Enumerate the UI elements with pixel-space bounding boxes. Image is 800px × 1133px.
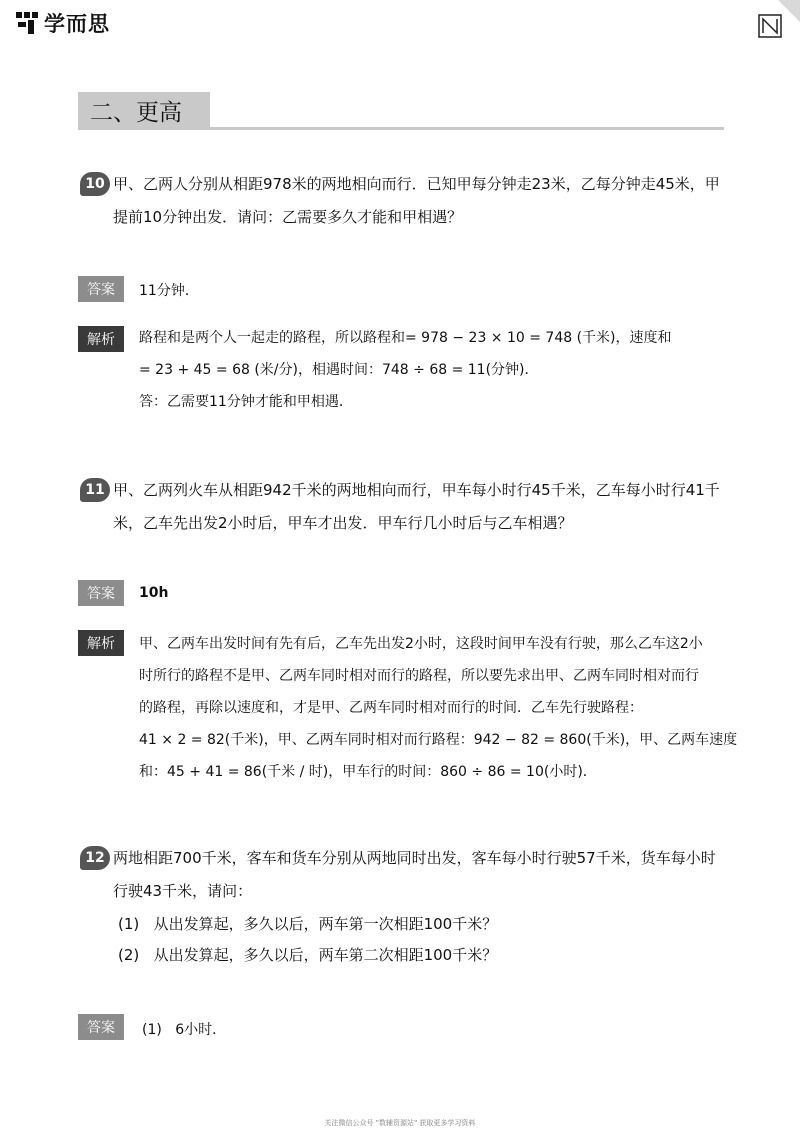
explanation-text [139, 628, 737, 788]
question-number-badge: 10 [80, 172, 110, 196]
logo-text: 学而思 [44, 12, 110, 36]
question-line: 行驶43千米，请问： [113, 882, 253, 900]
sub-question [118, 940, 497, 970]
explanation-line: 的路程，再除以速度和，才是甲、乙两车同时相对而行的时间．乙车先行驶路程： [139, 700, 643, 716]
explanation-line: 和：45 + 41 = 86(千米 / 时)，甲车行的时间：860 ÷ 86 = 10(小时)． [139, 764, 597, 780]
answer-text [142, 1019, 226, 1039]
answer-text: 10h [139, 585, 169, 601]
explanation-line: 甲、乙两车出发时间有先有后，乙车先出发2小时，这段时间甲车没有行驶，那么乙车这2小 [139, 636, 703, 652]
question-line: 米，乙车先出发2小时后，甲车才出发．甲车行几小时后与乙车相遇？ [113, 514, 573, 532]
sub-question-text: 从出发算起，多久以后，两车第二次相距100千米？ [153, 946, 498, 964]
answer-part-number: (1) [142, 1022, 162, 1038]
question-text [113, 842, 716, 908]
question-line: 提前10分钟出发．请问：乙需要多久才能和甲相遇？ [113, 208, 463, 226]
sub-question [118, 909, 497, 939]
sub-question-number: (1) [118, 915, 140, 933]
question-text [113, 168, 720, 234]
explanation-line: 答：乙需要11分钟才能和甲相遇． [139, 394, 353, 410]
logo-icon [14, 10, 40, 36]
explanation-line: 路程和是两个人一起走的路程，所以路程和= 978 − 23 × 10 = 748 (千米)，速度和 [139, 330, 672, 346]
question-number-badge: 11 [80, 478, 110, 502]
explanation-label: 解析 [78, 326, 124, 352]
question-line: 甲、乙两列火车从相距942千米的两地相向而行，甲车每小时行45千米，乙车每小时行41千 [113, 481, 720, 499]
section-divider [78, 127, 724, 130]
brand-logo [14, 8, 110, 38]
question-line: 甲、乙两人分别从相距978米的两地相向而行．已知甲每分钟走23米，乙每分钟走45米，甲 [113, 175, 720, 193]
sub-question-text: 从出发算起，多久以后，两车第一次相距100千米？ [153, 915, 498, 933]
explanation-line: 41 × 2 = 82(千米)，甲、乙两车同时相对而行路程：942 − 82 = 860(千米)，甲、乙两车速度 [139, 732, 738, 748]
explanation-line: = 23 + 45 = 68 (米/分)，相遇时间：748 ÷ 68 = 11(分钟)． [139, 362, 539, 378]
answer-label: 答案 [78, 276, 124, 302]
section-title: 二、更高 [90, 100, 182, 126]
answer-part-text: 6小时． [175, 1022, 227, 1038]
answer-label: 答案 [78, 1014, 124, 1040]
explanation-line: 时所行的路程不是甲、乙两车同时相对而行的路程，所以要先求出甲、乙两车同时相对而行 [139, 668, 699, 684]
question-text [113, 474, 720, 540]
bookmark-icon [756, 12, 784, 40]
footer-watermark: 关注微信公众号 "数辅资源站" 获取更多学习资料 [324, 1119, 476, 1127]
answer-label: 答案 [78, 580, 124, 606]
question-number-badge: 12 [80, 846, 110, 870]
explanation-label: 解析 [78, 630, 124, 656]
answer-text: 11分钟． [139, 283, 199, 299]
question-line: 两地相距700千米，客车和货车分别从两地同时出发，客车每小时行驶57千米，货车每小时 [113, 849, 716, 867]
sub-question-number: (2) [118, 946, 140, 964]
explanation-text [139, 322, 672, 418]
